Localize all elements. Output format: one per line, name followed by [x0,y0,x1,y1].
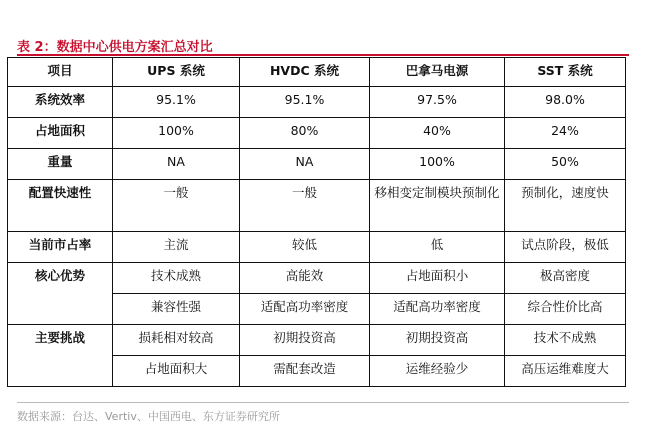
table-cell: 50% [505,149,626,180]
header-cell: 巴拿马电源 [370,58,505,87]
table-cell: 移相变定制模块预制化 [370,180,505,232]
table-row [8,325,626,356]
table-cell: 综合性价比高 [505,294,626,325]
table-cell: 试点阶段，极低 [505,232,626,263]
table-cell: NA [113,149,240,180]
table-title: 表 2：数据中心供电方案汇总对比 [17,40,213,55]
header-cell: 项目 [8,58,113,87]
table-cell: 100% [370,149,505,180]
table-header-row [8,58,626,87]
table-row [8,180,626,232]
row-label: 核心优势 [8,263,113,325]
table-cell: 技术成熟 [113,263,240,294]
table-cell: 兼容性强 [113,294,240,325]
table-cell: 低 [370,232,505,263]
table-cell: 80% [240,118,370,149]
table-cell: 97.5% [370,87,505,118]
table-cell: 占地面积小 [370,263,505,294]
table-cell: NA [240,149,370,180]
footer-divider [17,402,629,403]
table-cell: 适配高功率密度 [370,294,505,325]
table-cell: 运维经验少 [370,356,505,387]
table-cell: 高压运维难度大 [505,356,626,387]
table-cell: 技术不成熟 [505,325,626,356]
row-label: 占地面积 [8,118,113,149]
table-cell: 高能效 [240,263,370,294]
table-cell: 预制化，速度快 [505,180,626,232]
source-note: 数据来源：台达、Vertiv、中国西电、东方证券研究所 [17,410,280,423]
table-row [8,87,626,118]
table-cell: 40% [370,118,505,149]
row-label: 重量 [8,149,113,180]
table-cell: 初期投资高 [370,325,505,356]
table-cell: 98.0% [505,87,626,118]
table-row [8,263,626,294]
table-cell: 一般 [240,180,370,232]
header-cell: HVDC 系统 [240,58,370,87]
row-label: 主要挑战 [8,325,113,387]
table-row [8,118,626,149]
table-cell: 一般 [113,180,240,232]
comparison-table [7,57,626,387]
title-divider [17,54,629,56]
table-cell: 较低 [240,232,370,263]
table-cell: 损耗相对较高 [113,325,240,356]
header-cell: SST 系统 [505,58,626,87]
table-cell: 占地面积大 [113,356,240,387]
header-cell: UPS 系统 [113,58,240,87]
row-label: 当前市占率 [8,232,113,263]
table-cell: 主流 [113,232,240,263]
table-cell: 初期投资高 [240,325,370,356]
table-cell: 100% [113,118,240,149]
table-cell: 95.1% [113,87,240,118]
table-cell: 24% [505,118,626,149]
table-cell: 需配套改造 [240,356,370,387]
table-row [8,149,626,180]
row-label: 系统效率 [8,87,113,118]
table-row [8,232,626,263]
table-cell: 适配高功率密度 [240,294,370,325]
table-cell: 极高密度 [505,263,626,294]
row-label: 配置快速性 [8,180,113,232]
table-cell: 95.1% [240,87,370,118]
